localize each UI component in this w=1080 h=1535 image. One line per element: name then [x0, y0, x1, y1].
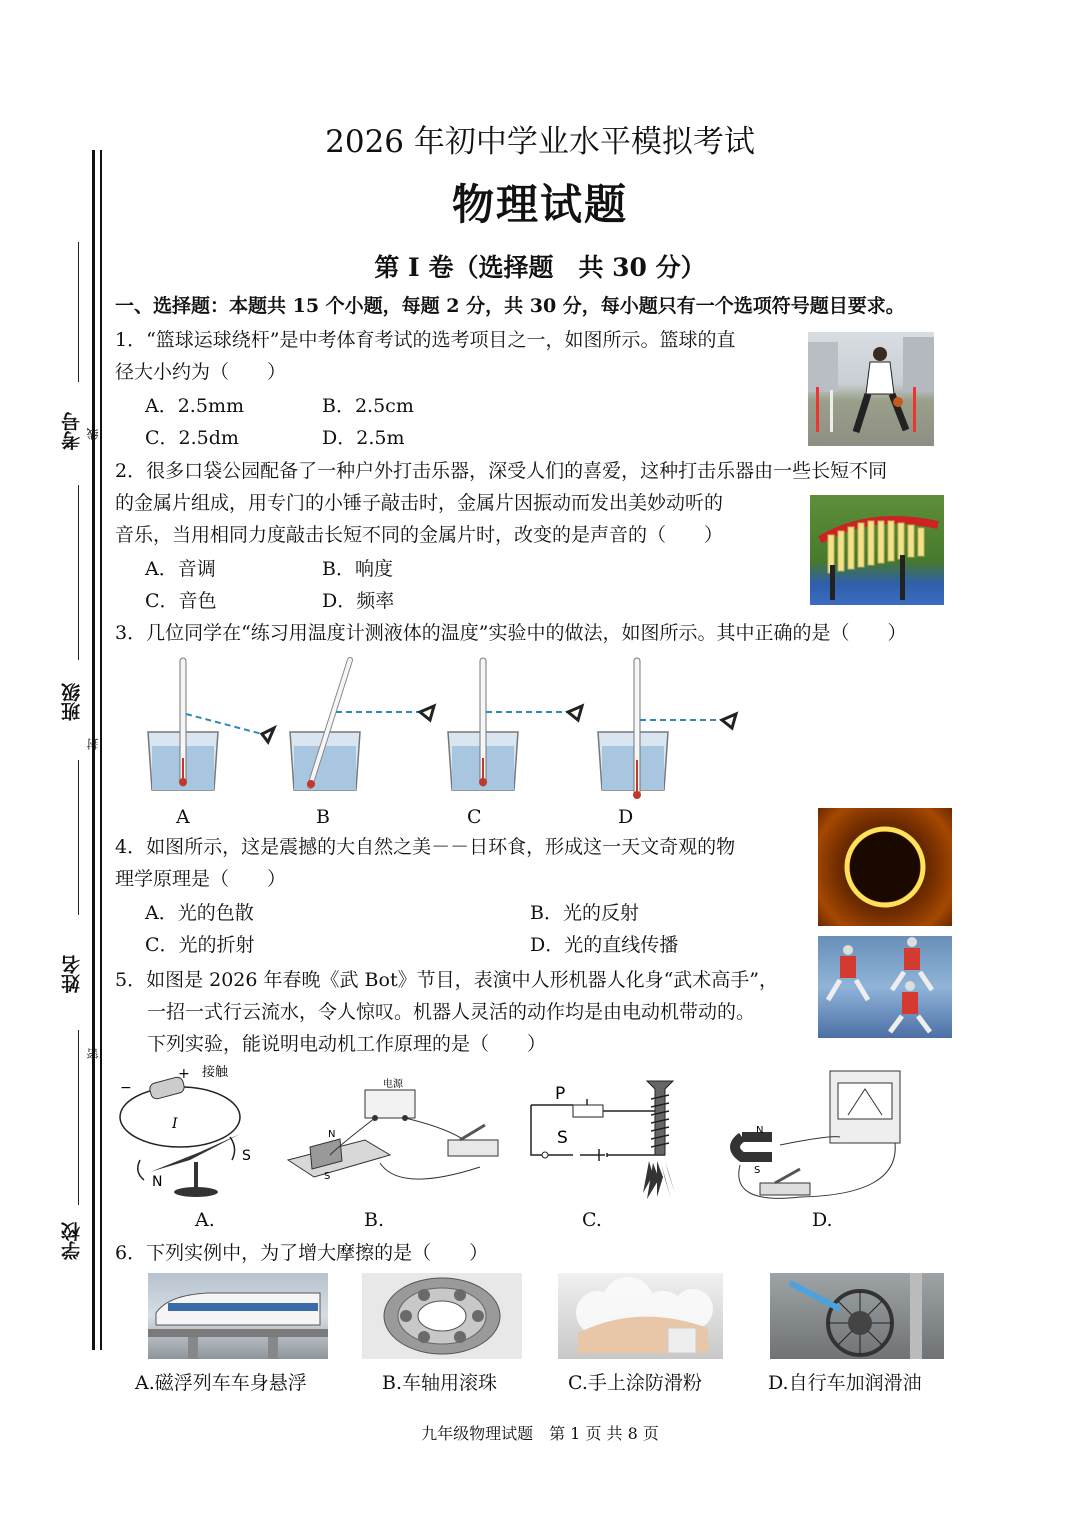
question-text: 一招一式行云流水，令人惊叹。机器人灵活的动作均是由电动机带动的。	[147, 1001, 756, 1023]
fig-d-north: N	[756, 1125, 764, 1136]
figure-label-b: B.	[364, 1209, 385, 1231]
question-text: 音乐，当用相同力度敲击长短不同的金属片时，改变的是声音的（ ）	[115, 524, 724, 546]
option-a: A．音调	[145, 558, 216, 580]
instructions: 一、选择题：本题共 15 个小题，每题 2 分，共 30 分，每小题只有一个选项符号题目要求。	[115, 295, 905, 317]
figure-label-a: A	[176, 806, 190, 828]
figure-label-b: B	[316, 806, 330, 828]
exam-title: 2026 年初中学业水平模拟考试	[325, 124, 755, 160]
caption-d: D.自行车加润滑油	[768, 1372, 922, 1394]
fig-a-touch: 接触	[202, 1065, 229, 1080]
subject-title: 物理试题	[451, 180, 628, 229]
field-line	[78, 1030, 79, 1205]
option-c: C．音色	[145, 590, 217, 612]
figure-label-d: D	[618, 806, 634, 828]
figure-label-d: D.	[812, 1209, 833, 1231]
field-label-exam-no: 考号	[61, 412, 83, 450]
ball-bearing-photo	[362, 1273, 522, 1359]
fig-c-s: S	[557, 1128, 568, 1148]
figure-b-rail-experiment	[280, 1075, 510, 1200]
beaker-b	[290, 660, 434, 790]
question-text: 径大小约为（ ）	[115, 361, 287, 383]
field-label-school: 学校	[61, 1222, 83, 1260]
mark-xian: 线	[86, 428, 100, 440]
fig-b-south: S	[324, 1171, 331, 1182]
field-label-class: 班级	[61, 683, 83, 721]
margin-thin-line	[100, 150, 102, 1350]
outdoor-xylophone-photo	[810, 495, 944, 605]
field-label-name: 姓名	[61, 955, 83, 993]
option-d: D．2.5m	[322, 427, 405, 449]
fig-a-minus: −	[120, 1080, 132, 1096]
mark-mi: 密	[86, 1048, 100, 1060]
question-text: 理学原理是（ ）	[115, 868, 287, 890]
option-b: B．响度	[322, 558, 393, 580]
page-footer: 九年级物理试题 第 1 页 共 8 页	[421, 1424, 659, 1443]
fig-b-north: N	[328, 1129, 336, 1140]
thermometer-figures	[140, 650, 770, 800]
caption-b: B.车轴用滚珠	[382, 1372, 498, 1394]
figure-label-c: C	[467, 806, 482, 828]
option-a: A．2.5mm	[145, 395, 244, 417]
mark-feng: 封	[86, 738, 100, 750]
question-text: 5．如图是 2026 年春晚《武 Bot》节目，表演中人形机器人化身“武术高手”，	[115, 969, 779, 991]
option-d: D．光的直线传播	[530, 934, 679, 956]
beaker-d	[598, 658, 736, 799]
figure-c-electromagnet	[525, 1075, 695, 1205]
fig-b-power: 电源	[383, 1079, 403, 1090]
robot-martial-arts-photo	[818, 936, 952, 1038]
option-c: C．2.5dm	[145, 427, 239, 449]
caption-c: C.手上涂防滑粉	[568, 1372, 702, 1394]
question-text: 4．如图所示，这是震撼的大自然之美－－日环食，形成这一天文奇观的物	[115, 836, 736, 858]
option-b: B．光的反射	[530, 902, 639, 924]
question-text: 下列实验，能说明电动机工作原理的是（ ）	[147, 1033, 547, 1055]
fig-d-south: S	[754, 1165, 761, 1176]
basketball-dribble-photo	[808, 332, 934, 446]
margin-double-line	[92, 150, 95, 1350]
option-d: D．频率	[322, 590, 395, 612]
figure-label-c: C.	[582, 1209, 602, 1231]
maglev-train-photo	[148, 1273, 328, 1359]
beaker-a	[148, 658, 274, 790]
option-b: B．2.5cm	[322, 395, 414, 417]
beaker-c	[448, 658, 582, 790]
field-line	[78, 760, 79, 915]
question-text: 3．几位同学在“练习用温度计测液体的温度”实验中的做法，如图所示。其中正确的是（ ）	[115, 622, 907, 644]
figure-label-a: A.	[195, 1209, 215, 1231]
question-text: 6．下列实例中，为了增大摩擦的是（ ）	[115, 1242, 489, 1264]
fig-a-plus: +	[178, 1066, 190, 1082]
fig-a-current: I	[172, 1116, 178, 1132]
caption-a: A.磁浮列车车身悬浮	[135, 1372, 307, 1394]
option-c: C．光的折射	[145, 934, 255, 956]
fig-c-p: P	[555, 1084, 566, 1104]
fig-a-north: N	[152, 1174, 163, 1190]
question-text: 2．很多口袋公园配备了一种户外打击乐器，深受人们的喜爱，这种打击乐器由一些长短不同	[115, 460, 888, 482]
fig-a-south: S	[242, 1148, 251, 1164]
annular-eclipse-photo	[818, 808, 952, 926]
bicycle-lubricant-photo	[770, 1273, 944, 1359]
antislip-powder-photo	[558, 1273, 723, 1359]
question-text: 的金属片组成，用专门的小锤子敲击时，金属片因振动而发出美妙动听的	[115, 492, 724, 514]
question-text: 1．“篮球运球绕杆”是中考体育考试的选考项目之一，如图所示。篮球的直	[115, 329, 736, 351]
figure-d-generator	[720, 1065, 910, 1205]
field-line	[78, 485, 79, 660]
figure-a-rotating-coil	[110, 1062, 250, 1202]
section-title: 第 I 卷（选择题 共 30 分）	[374, 253, 706, 282]
option-a: A．光的色散	[145, 902, 254, 924]
